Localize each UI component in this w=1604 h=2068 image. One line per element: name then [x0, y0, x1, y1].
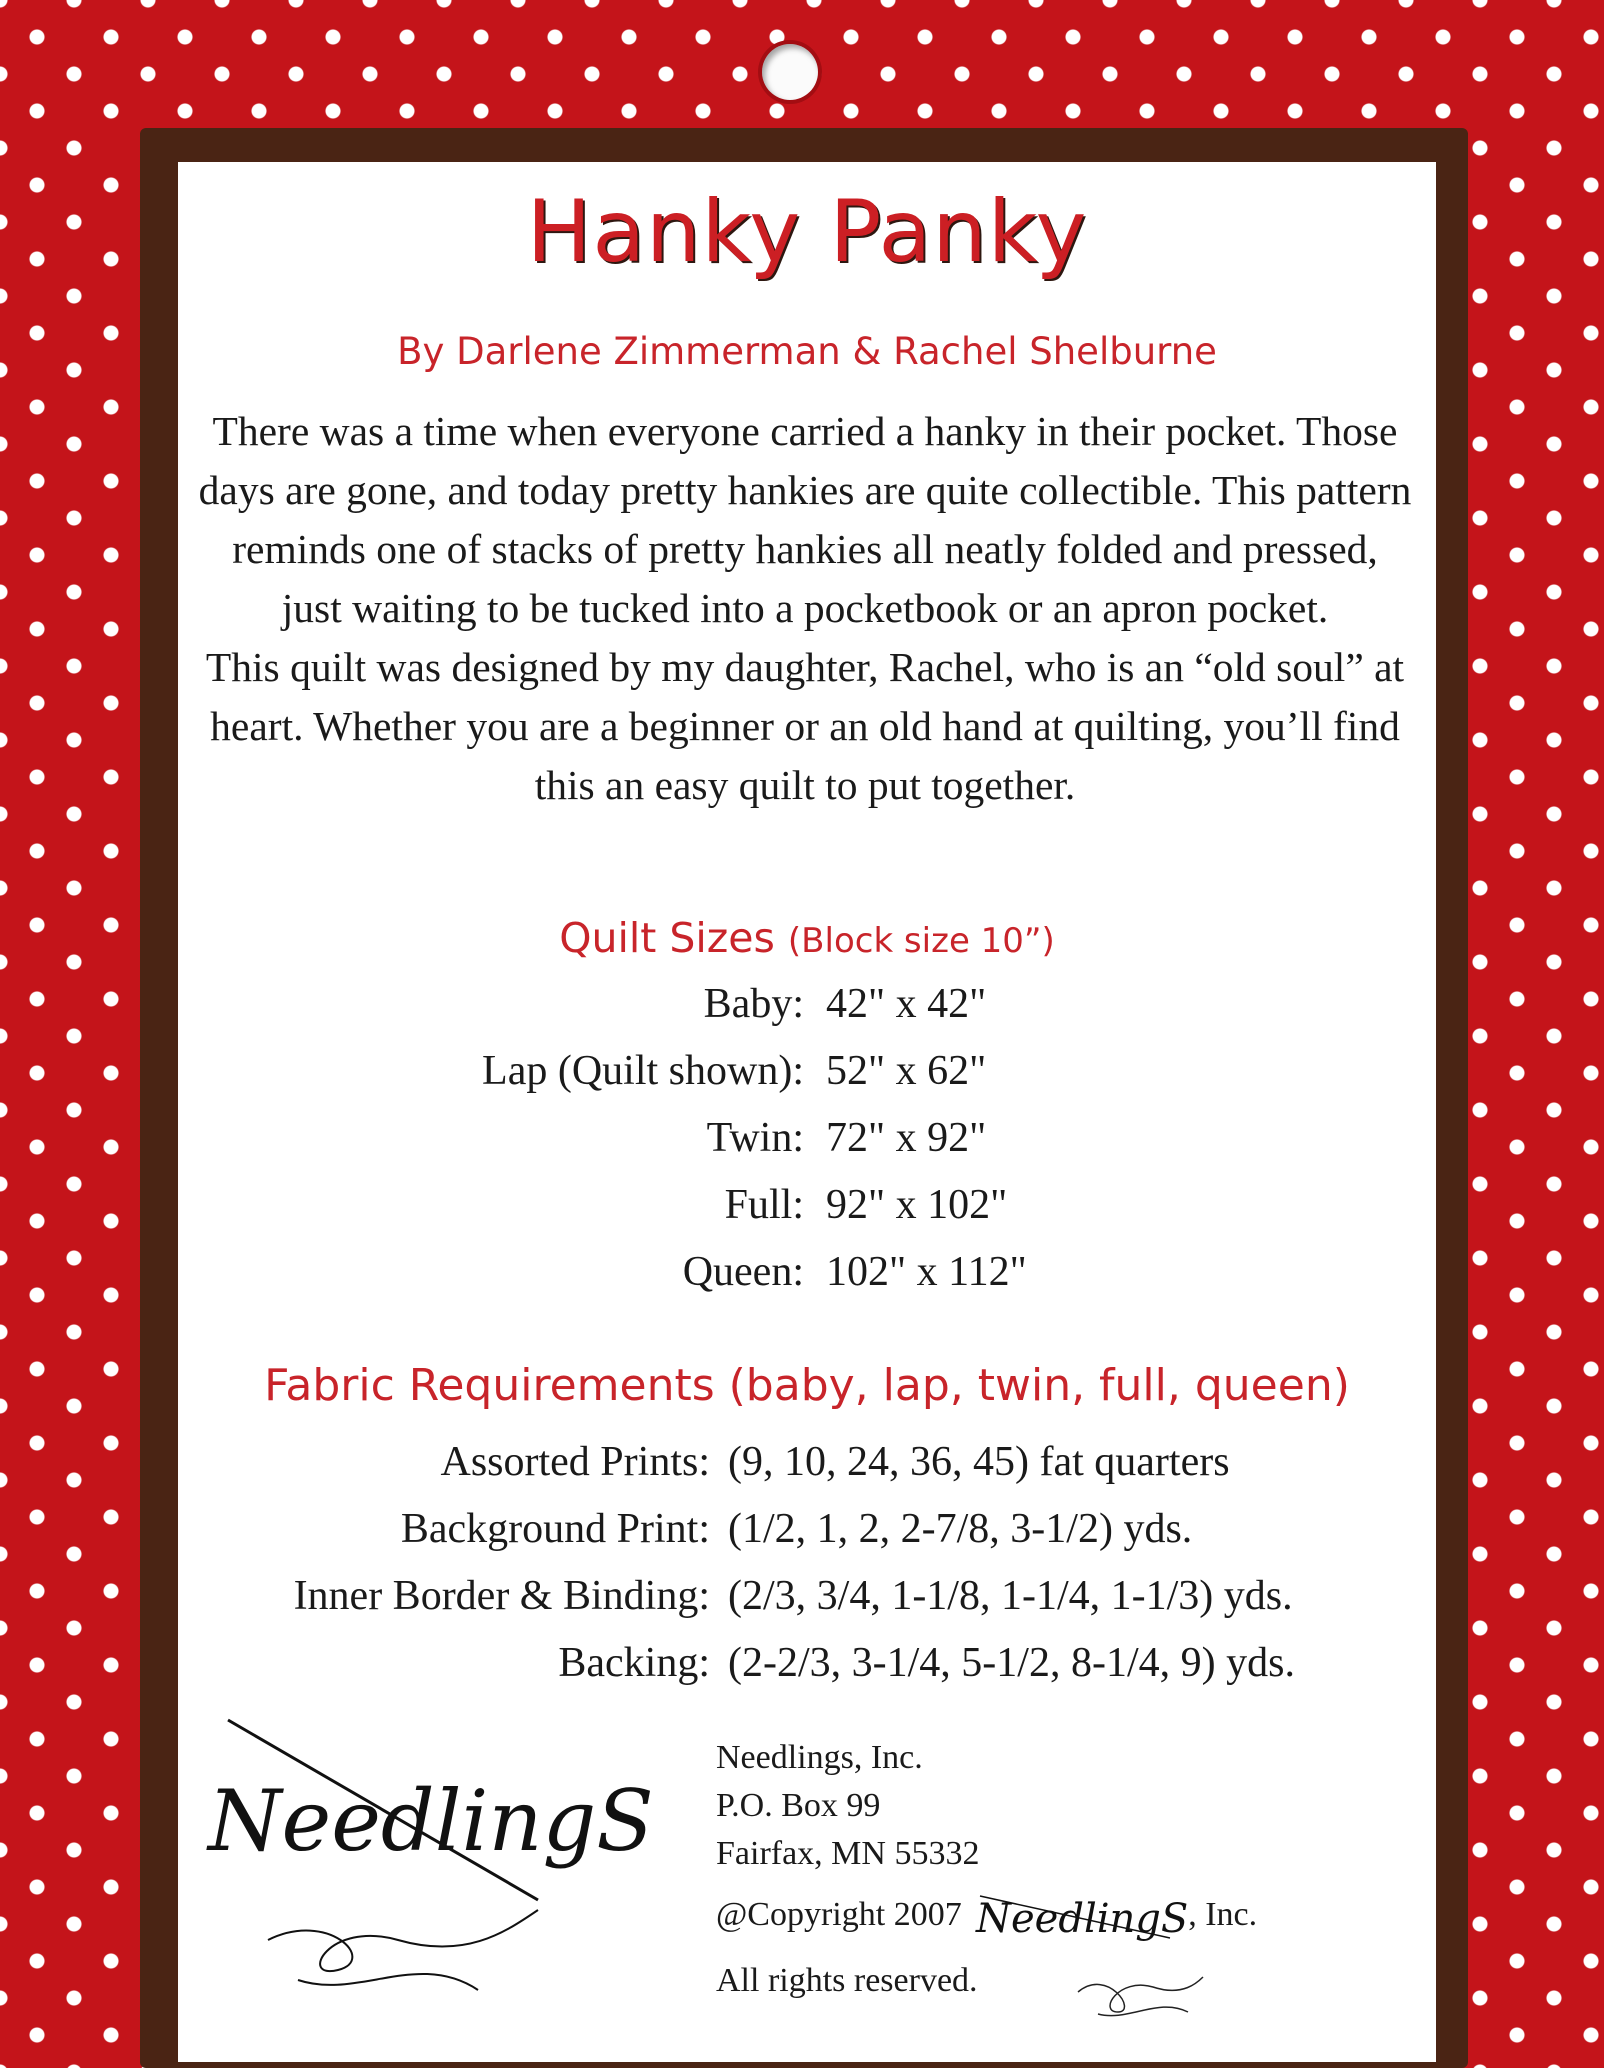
pattern-title: Hanky Panky: [526, 182, 1088, 282]
needlings-mini-logo: [970, 1892, 1188, 1942]
fabric-requirements-heading: Fabric Requirements (baby, lap, twin, full, queen): [264, 1360, 1350, 1411]
size-row: [178, 1181, 1436, 1248]
fabric-value: (9, 10, 24, 36, 45) fat quarters: [728, 1439, 1230, 1485]
size-value: 92" x 102": [826, 1182, 1008, 1228]
fabric-row: [178, 1572, 1436, 1639]
rights-reserved: All rights reserved.: [716, 1962, 978, 1999]
size-row: [178, 1248, 1436, 1315]
quilt-sizes-table: [178, 980, 1436, 1315]
size-label: Queen:: [682, 1249, 804, 1295]
decorative-swirl: [1068, 1962, 1208, 2022]
size-value: 72" x 92": [826, 1115, 987, 1161]
size-label: Full:: [724, 1182, 804, 1228]
fabric-row: [178, 1639, 1436, 1706]
quilt-sizes-title: Quilt Sizes: [559, 914, 775, 962]
size-label: Lap (Quilt shown):: [482, 1048, 804, 1094]
address-line: Needlings, Inc.: [716, 1739, 923, 1776]
fabric-value: (2/3, 3/4, 1-1/8, 1-1/4, 1-1/3) yds.: [728, 1573, 1293, 1619]
size-row: [178, 980, 1436, 1047]
needlings-logo: [208, 1710, 654, 2010]
intro-paragraph: This quilt was designed by my daughter, Rachel, who is an “old soul” at heart. Whether you are a beginner or an old hand at quilting, you’ll find this an easy quilt to put together.: [205, 644, 1405, 808]
publisher-address: [716, 1734, 979, 1878]
copyright-line: [716, 1892, 1257, 1942]
copyright-suffix: , Inc.: [1188, 1895, 1258, 1933]
copyright-prefix: @Copyright 2007: [716, 1895, 962, 1933]
swirl-path: [1078, 1977, 1203, 2016]
size-label: Twin:: [706, 1115, 804, 1161]
fabric-row: [178, 1505, 1436, 1572]
mini-logo-wordmark: NeedlingS: [976, 1896, 1189, 1942]
fabric-row: [178, 1438, 1436, 1505]
fabric-label: Inner Border & Binding:: [293, 1573, 710, 1619]
fabric-value: (1/2, 1, 2, 2-7/8, 3-1/2) yds.: [728, 1506, 1193, 1552]
intro-paragraph: There was a time when everyone carried a hanky in their pocket. Those days are gone, and today pretty hankies are quite collectible. This pattern reminds one of stacks of pretty hankies all neatly folded and pressed, just waiting to be tucked into a pocketbook or an apron pocket.: [198, 408, 1412, 631]
quilt-sizes-heading: [178, 914, 1436, 962]
size-value: 102" x 112": [826, 1249, 1027, 1295]
fabric-label: Backing:: [558, 1640, 710, 1686]
logo-wordmark: NeedlingS: [208, 1772, 654, 1870]
byline: By Darlene Zimmerman & Rachel Shelburne: [397, 330, 1217, 373]
size-value: 42" x 42": [826, 981, 987, 1027]
size-row: [178, 1047, 1436, 1114]
block-size-note: (Block size 10”): [787, 921, 1055, 961]
fabric-value: (2-2/3, 3-1/4, 5-1/2, 8-1/4, 9) yds.: [728, 1640, 1295, 1686]
fabric-label: Assorted Prints:: [440, 1439, 710, 1485]
size-row: [178, 1114, 1436, 1181]
address-line: P.O. Box 99: [716, 1787, 881, 1824]
fabric-label: Background Print:: [400, 1506, 710, 1552]
size-value: 52" x 62": [826, 1048, 987, 1094]
address-line: Fairfax, MN 55332: [716, 1835, 980, 1872]
hang-hole: [762, 44, 818, 100]
fabric-requirements-table: [178, 1438, 1436, 1706]
size-label: Baby:: [703, 981, 804, 1027]
pattern-card: [178, 162, 1436, 2062]
intro-text: [198, 402, 1412, 815]
logo-swirl: [268, 1910, 538, 1990]
